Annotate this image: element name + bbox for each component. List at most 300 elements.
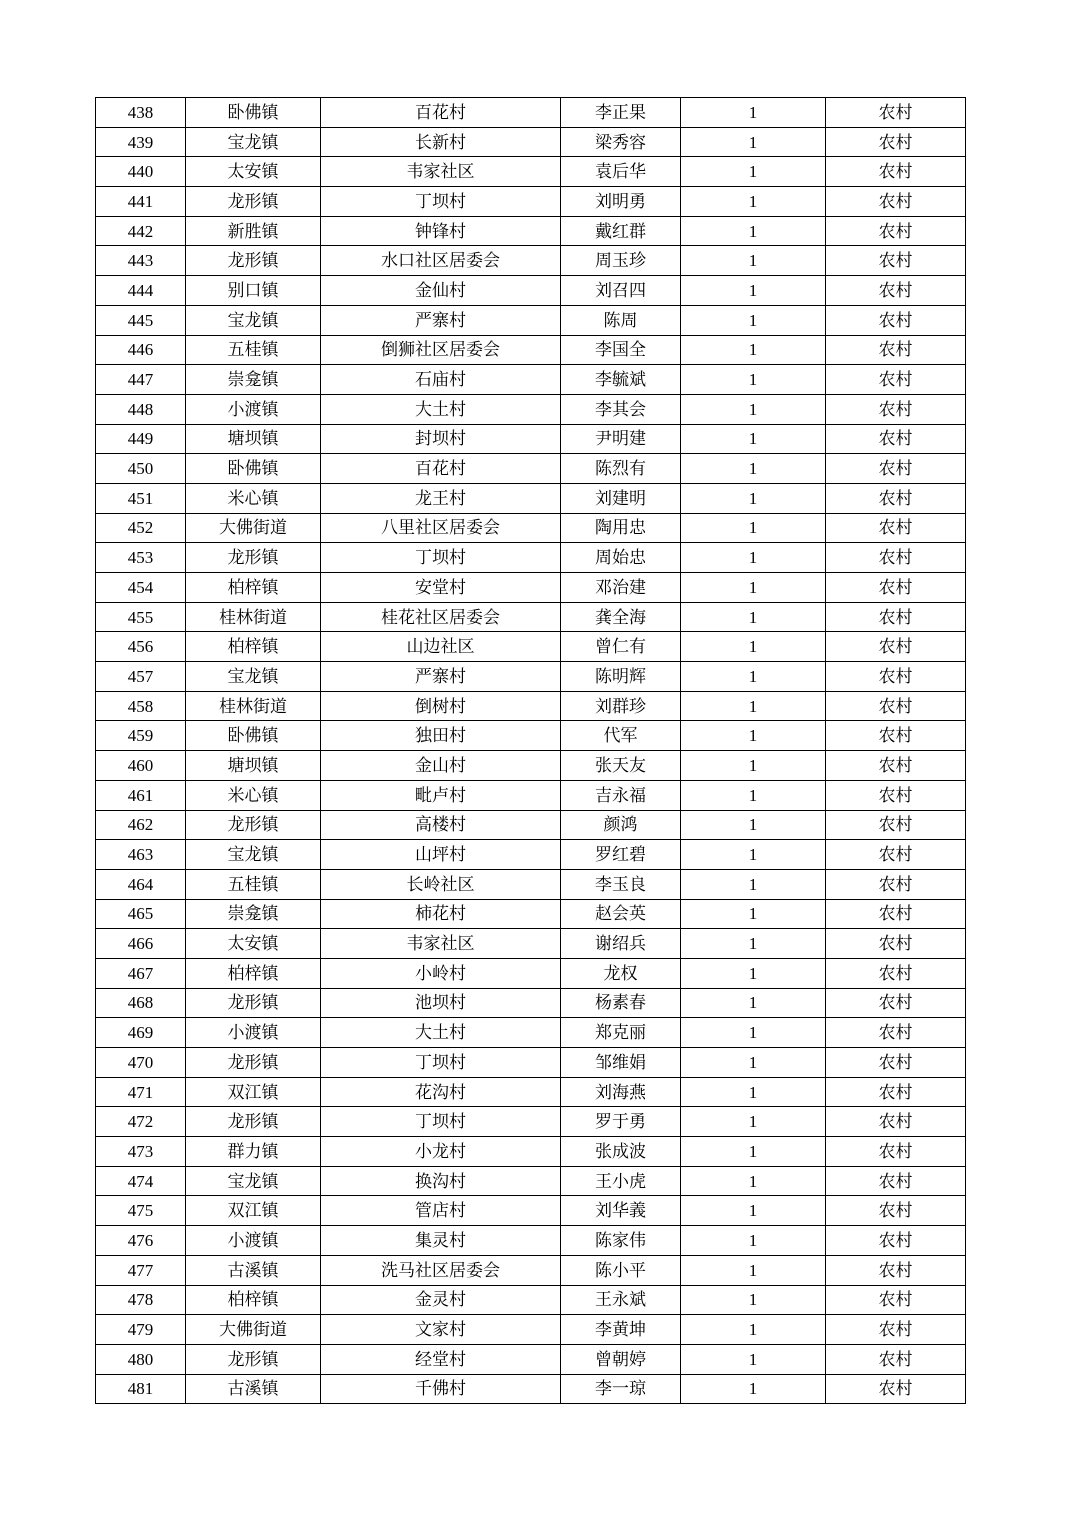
town-cell: 卧佛镇 [186,721,321,751]
row-number-cell: 473 [96,1137,186,1167]
village-cell: 经堂村 [321,1344,561,1374]
category-cell: 农村 [826,98,966,128]
table-row [96,691,966,721]
category-cell: 农村 [826,335,966,365]
person-name-cell: 王永斌 [561,1285,681,1315]
count-cell: 1 [681,1196,826,1226]
count-cell: 1 [681,602,826,632]
row-number-cell: 480 [96,1344,186,1374]
person-name-cell: 罗于勇 [561,1107,681,1137]
row-number-cell: 448 [96,394,186,424]
row-number-cell: 455 [96,602,186,632]
village-cell: 柿花村 [321,899,561,929]
town-cell: 别口镇 [186,276,321,306]
village-cell: 文家村 [321,1315,561,1345]
category-cell: 农村 [826,1255,966,1285]
person-name-cell: 陈小平 [561,1255,681,1285]
category-cell: 农村 [826,1077,966,1107]
village-cell: 倒狮社区居委会 [321,335,561,365]
row-number-cell: 450 [96,454,186,484]
town-cell: 龙形镇 [186,1107,321,1137]
table-row [96,662,966,692]
row-number-cell: 478 [96,1285,186,1315]
town-cell: 柏梓镇 [186,573,321,603]
person-name-cell: 李玉良 [561,869,681,899]
town-cell: 小渡镇 [186,394,321,424]
village-cell: 丁坝村 [321,1048,561,1078]
row-number-cell: 444 [96,276,186,306]
table-row [96,1315,966,1345]
town-cell: 米心镇 [186,483,321,513]
row-number-cell: 452 [96,513,186,543]
count-cell: 1 [681,988,826,1018]
village-cell: 严寨村 [321,305,561,335]
town-cell: 新胜镇 [186,216,321,246]
person-name-cell: 谢绍兵 [561,929,681,959]
town-cell: 柏梓镇 [186,958,321,988]
village-cell: 韦家社区 [321,157,561,187]
town-cell: 五桂镇 [186,335,321,365]
table-row [96,335,966,365]
person-name-cell: 李国全 [561,335,681,365]
row-number-cell: 462 [96,810,186,840]
row-number-cell: 454 [96,573,186,603]
row-number-cell: 453 [96,543,186,573]
roster-table [95,97,966,1404]
row-number-cell: 467 [96,958,186,988]
person-name-cell: 郑克丽 [561,1018,681,1048]
count-cell: 1 [681,1048,826,1078]
row-number-cell: 447 [96,365,186,395]
person-name-cell: 龚全海 [561,602,681,632]
category-cell: 农村 [826,1107,966,1137]
category-cell: 农村 [826,632,966,662]
town-cell: 大佛街道 [186,1315,321,1345]
count-cell: 1 [681,1166,826,1196]
table-row [96,988,966,1018]
category-cell: 农村 [826,1285,966,1315]
village-cell: 高楼村 [321,810,561,840]
count-cell: 1 [681,1315,826,1345]
count-cell: 1 [681,483,826,513]
town-cell: 古溪镇 [186,1374,321,1404]
town-cell: 龙形镇 [186,187,321,217]
table-row [96,1107,966,1137]
row-number-cell: 460 [96,751,186,781]
row-number-cell: 474 [96,1166,186,1196]
count-cell: 1 [681,929,826,959]
town-cell: 龙形镇 [186,1344,321,1374]
count-cell: 1 [681,1226,826,1256]
count-cell: 1 [681,573,826,603]
count-cell: 1 [681,543,826,573]
table-row [96,810,966,840]
person-name-cell: 颜鸿 [561,810,681,840]
table-row [96,127,966,157]
person-name-cell: 李其会 [561,394,681,424]
category-cell: 农村 [826,1315,966,1345]
table-row [96,365,966,395]
town-cell: 大佛街道 [186,513,321,543]
village-cell: 丁坝村 [321,1107,561,1137]
row-number-cell: 471 [96,1077,186,1107]
category-cell: 农村 [826,1196,966,1226]
town-cell: 双江镇 [186,1196,321,1226]
table-row [96,721,966,751]
village-cell: 钟锋村 [321,216,561,246]
village-cell: 小岭村 [321,958,561,988]
count-cell: 1 [681,662,826,692]
person-name-cell: 周玉珍 [561,246,681,276]
person-name-cell: 杨素春 [561,988,681,1018]
table-row [96,1344,966,1374]
village-cell: 严寨村 [321,662,561,692]
table-row [96,1048,966,1078]
person-name-cell: 陈明辉 [561,662,681,692]
village-cell: 安堂村 [321,573,561,603]
village-cell: 金仙村 [321,276,561,306]
category-cell: 农村 [826,483,966,513]
row-number-cell: 443 [96,246,186,276]
table-row [96,543,966,573]
category-cell: 农村 [826,840,966,870]
town-cell: 卧佛镇 [186,98,321,128]
count-cell: 1 [681,276,826,306]
count-cell: 1 [681,632,826,662]
row-number-cell: 451 [96,483,186,513]
town-cell: 古溪镇 [186,1255,321,1285]
person-name-cell: 龙权 [561,958,681,988]
category-cell: 农村 [826,187,966,217]
town-cell: 五桂镇 [186,869,321,899]
town-cell: 桂林街道 [186,691,321,721]
person-name-cell: 罗红碧 [561,840,681,870]
table-row [96,632,966,662]
table-row [96,899,966,929]
person-name-cell: 吉永福 [561,780,681,810]
count-cell: 1 [681,1255,826,1285]
person-name-cell: 周始忠 [561,543,681,573]
count-cell: 1 [681,899,826,929]
count-cell: 1 [681,1107,826,1137]
table-row [96,869,966,899]
town-cell: 米心镇 [186,780,321,810]
row-number-cell: 465 [96,899,186,929]
category-cell: 农村 [826,810,966,840]
village-cell: 桂花社区居委会 [321,602,561,632]
village-cell: 封坝村 [321,424,561,454]
row-number-cell: 439 [96,127,186,157]
row-number-cell: 466 [96,929,186,959]
count-cell: 1 [681,1374,826,1404]
village-cell: 独田村 [321,721,561,751]
village-cell: 换沟村 [321,1166,561,1196]
village-cell: 集灵村 [321,1226,561,1256]
roster-table-body [96,98,966,1404]
village-cell: 山坪村 [321,840,561,870]
village-cell: 管店村 [321,1196,561,1226]
person-name-cell: 李黄坤 [561,1315,681,1345]
category-cell: 农村 [826,1137,966,1167]
table-row [96,1226,966,1256]
category-cell: 农村 [826,276,966,306]
town-cell: 柏梓镇 [186,1285,321,1315]
category-cell: 农村 [826,988,966,1018]
category-cell: 农村 [826,929,966,959]
village-cell: 洗马社区居委会 [321,1255,561,1285]
category-cell: 农村 [826,662,966,692]
person-name-cell: 陶用忠 [561,513,681,543]
person-name-cell: 张天友 [561,751,681,781]
category-cell: 农村 [826,869,966,899]
village-cell: 花沟村 [321,1077,561,1107]
table-row [96,751,966,781]
row-number-cell: 475 [96,1196,186,1226]
category-cell: 农村 [826,1374,966,1404]
count-cell: 1 [681,1077,826,1107]
person-name-cell: 李毓斌 [561,365,681,395]
count-cell: 1 [681,424,826,454]
category-cell: 农村 [826,1018,966,1048]
category-cell: 农村 [826,365,966,395]
table-row [96,513,966,543]
town-cell: 宝龙镇 [186,305,321,335]
category-cell: 农村 [826,216,966,246]
town-cell: 双江镇 [186,1077,321,1107]
table-row [96,1374,966,1404]
category-cell: 农村 [826,602,966,632]
person-name-cell: 梁秀容 [561,127,681,157]
category-cell: 农村 [826,780,966,810]
town-cell: 小渡镇 [186,1226,321,1256]
person-name-cell: 李正果 [561,98,681,128]
row-number-cell: 440 [96,157,186,187]
village-cell: 金山村 [321,751,561,781]
count-cell: 1 [681,1344,826,1374]
town-cell: 柏梓镇 [186,632,321,662]
category-cell: 农村 [826,691,966,721]
person-name-cell: 李一琼 [561,1374,681,1404]
town-cell: 龙形镇 [186,1048,321,1078]
count-cell: 1 [681,1285,826,1315]
category-cell: 农村 [826,899,966,929]
table-row [96,483,966,513]
category-cell: 农村 [826,454,966,484]
village-cell: 小龙村 [321,1137,561,1167]
town-cell: 小渡镇 [186,1018,321,1048]
count-cell: 1 [681,780,826,810]
town-cell: 宝龙镇 [186,127,321,157]
table-row [96,1196,966,1226]
table-row [96,958,966,988]
village-cell: 金灵村 [321,1285,561,1315]
town-cell: 崇龛镇 [186,365,321,395]
person-name-cell: 尹明建 [561,424,681,454]
person-name-cell: 代军 [561,721,681,751]
village-cell: 丁坝村 [321,187,561,217]
village-cell: 百花村 [321,454,561,484]
count-cell: 1 [681,305,826,335]
count-cell: 1 [681,365,826,395]
count-cell: 1 [681,840,826,870]
table-row [96,394,966,424]
category-cell: 农村 [826,543,966,573]
town-cell: 群力镇 [186,1137,321,1167]
table-row [96,1018,966,1048]
table-row [96,276,966,306]
table-row [96,454,966,484]
category-cell: 农村 [826,958,966,988]
row-number-cell: 456 [96,632,186,662]
row-number-cell: 476 [96,1226,186,1256]
person-name-cell: 曾朝婷 [561,1344,681,1374]
person-name-cell: 刘建明 [561,483,681,513]
count-cell: 1 [681,216,826,246]
table-row [96,157,966,187]
table-row [96,216,966,246]
village-cell: 长新村 [321,127,561,157]
table-row [96,98,966,128]
category-cell: 农村 [826,751,966,781]
person-name-cell: 曾仁有 [561,632,681,662]
table-row [96,305,966,335]
table-row [96,1137,966,1167]
category-cell: 农村 [826,394,966,424]
category-cell: 农村 [826,424,966,454]
village-cell: 石庙村 [321,365,561,395]
row-number-cell: 470 [96,1048,186,1078]
village-cell: 山边社区 [321,632,561,662]
person-name-cell: 邹维娟 [561,1048,681,1078]
category-cell: 农村 [826,513,966,543]
row-number-cell: 438 [96,98,186,128]
count-cell: 1 [681,691,826,721]
table-row [96,840,966,870]
table-row [96,929,966,959]
table-row [96,602,966,632]
category-cell: 农村 [826,305,966,335]
row-number-cell: 469 [96,1018,186,1048]
count-cell: 1 [681,810,826,840]
count-cell: 1 [681,869,826,899]
village-cell: 毗卢村 [321,780,561,810]
category-cell: 农村 [826,721,966,751]
village-cell: 池坝村 [321,988,561,1018]
village-cell: 百花村 [321,98,561,128]
table-row [96,187,966,217]
town-cell: 塘坝镇 [186,751,321,781]
village-cell: 千佛村 [321,1374,561,1404]
town-cell: 太安镇 [186,929,321,959]
row-number-cell: 445 [96,305,186,335]
table-row [96,1255,966,1285]
person-name-cell: 陈周 [561,305,681,335]
count-cell: 1 [681,751,826,781]
person-name-cell: 袁后华 [561,157,681,187]
count-cell: 1 [681,98,826,128]
row-number-cell: 458 [96,691,186,721]
table-row [96,1077,966,1107]
village-cell: 水口社区居委会 [321,246,561,276]
row-number-cell: 463 [96,840,186,870]
person-name-cell: 刘明勇 [561,187,681,217]
person-name-cell: 王小虎 [561,1166,681,1196]
town-cell: 宝龙镇 [186,840,321,870]
table-row [96,424,966,454]
count-cell: 1 [681,187,826,217]
person-name-cell: 邓治建 [561,573,681,603]
category-cell: 农村 [826,246,966,276]
village-cell: 大土村 [321,1018,561,1048]
person-name-cell: 刘群珍 [561,691,681,721]
category-cell: 农村 [826,1226,966,1256]
table-row [96,1285,966,1315]
person-name-cell: 张成波 [561,1137,681,1167]
town-cell: 塘坝镇 [186,424,321,454]
town-cell: 宝龙镇 [186,662,321,692]
town-cell: 龙形镇 [186,988,321,1018]
category-cell: 农村 [826,1048,966,1078]
person-name-cell: 刘召四 [561,276,681,306]
count-cell: 1 [681,127,826,157]
village-cell: 龙王村 [321,483,561,513]
town-cell: 龙形镇 [186,246,321,276]
row-number-cell: 446 [96,335,186,365]
town-cell: 崇龛镇 [186,899,321,929]
town-cell: 卧佛镇 [186,454,321,484]
village-cell: 八里社区居委会 [321,513,561,543]
town-cell: 宝龙镇 [186,1166,321,1196]
count-cell: 1 [681,394,826,424]
village-cell: 倒树村 [321,691,561,721]
row-number-cell: 464 [96,869,186,899]
row-number-cell: 461 [96,780,186,810]
count-cell: 1 [681,335,826,365]
count-cell: 1 [681,454,826,484]
row-number-cell: 468 [96,988,186,1018]
row-number-cell: 441 [96,187,186,217]
row-number-cell: 457 [96,662,186,692]
count-cell: 1 [681,513,826,543]
row-number-cell: 479 [96,1315,186,1345]
town-cell: 龙形镇 [186,543,321,573]
row-number-cell: 442 [96,216,186,246]
category-cell: 农村 [826,1344,966,1374]
person-name-cell: 刘海燕 [561,1077,681,1107]
count-cell: 1 [681,1018,826,1048]
count-cell: 1 [681,157,826,187]
person-name-cell: 刘华義 [561,1196,681,1226]
village-cell: 韦家社区 [321,929,561,959]
row-number-cell: 472 [96,1107,186,1137]
town-cell: 龙形镇 [186,810,321,840]
village-cell: 长岭社区 [321,869,561,899]
category-cell: 农村 [826,127,966,157]
count-cell: 1 [681,246,826,276]
town-cell: 太安镇 [186,157,321,187]
row-number-cell: 481 [96,1374,186,1404]
person-name-cell: 戴红群 [561,216,681,246]
person-name-cell: 赵会英 [561,899,681,929]
row-number-cell: 449 [96,424,186,454]
row-number-cell: 459 [96,721,186,751]
person-name-cell: 陈烈有 [561,454,681,484]
table-row [96,780,966,810]
category-cell: 农村 [826,157,966,187]
table-row [96,1166,966,1196]
category-cell: 农村 [826,573,966,603]
village-cell: 大土村 [321,394,561,424]
